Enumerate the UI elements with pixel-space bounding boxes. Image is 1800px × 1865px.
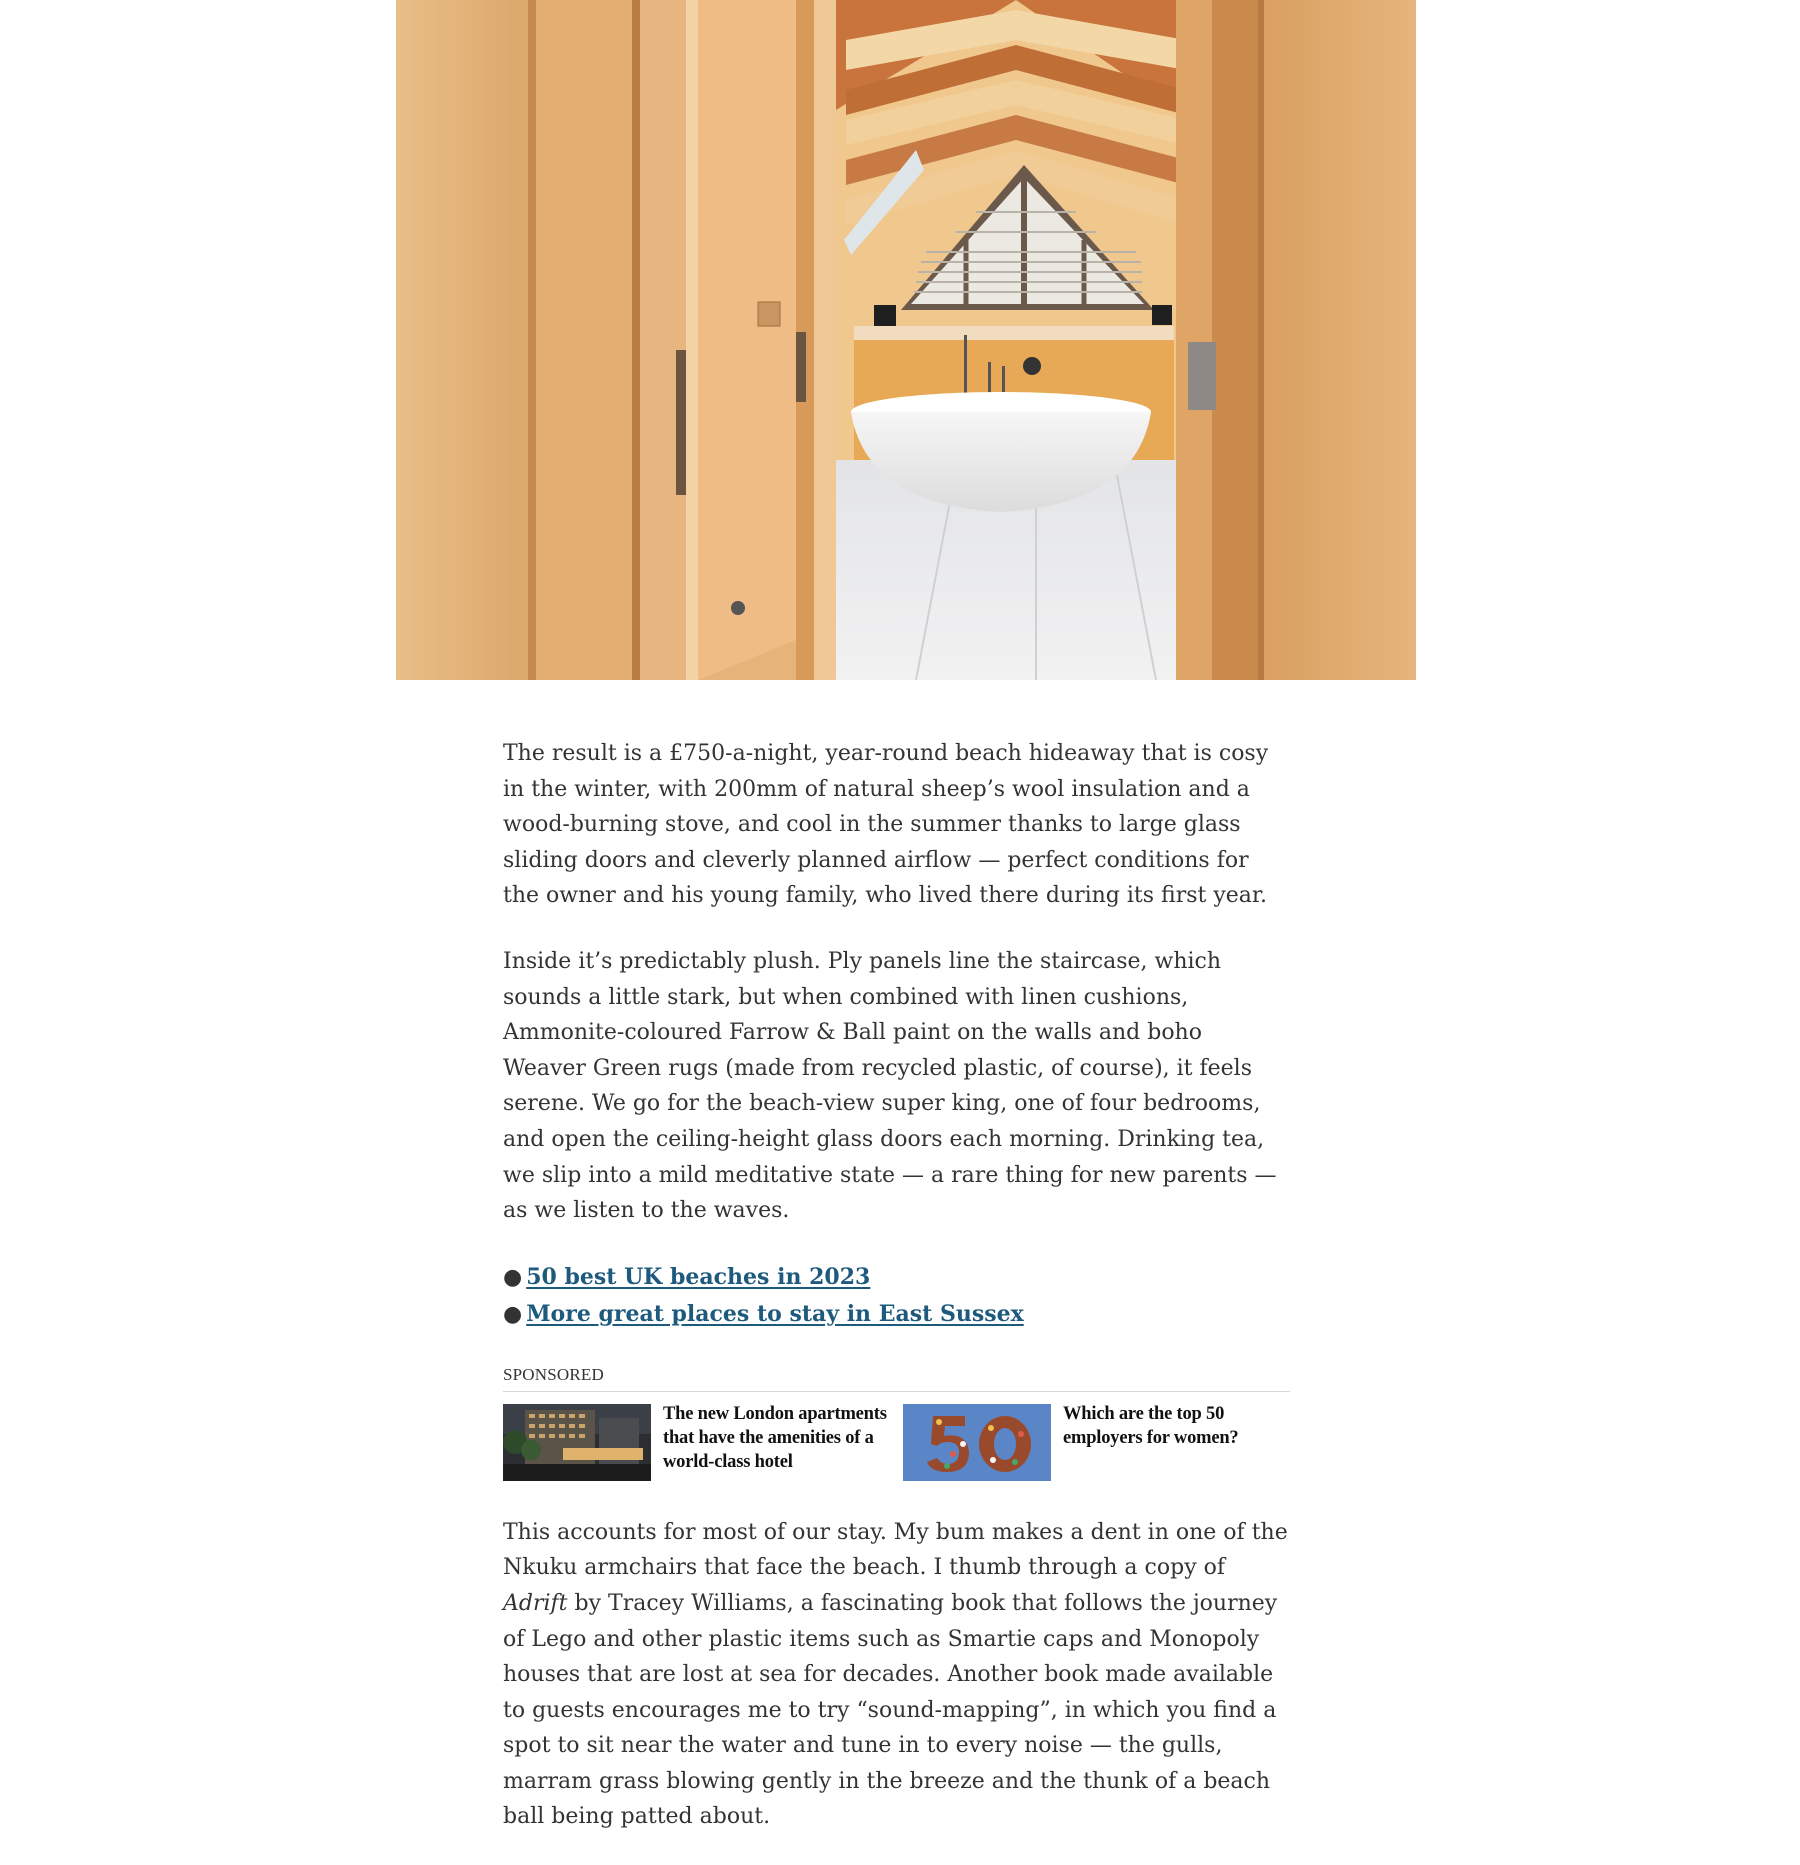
sponsored-section: [503, 1365, 1290, 1481]
closing-text-end: by Tracey Williams, a fascinating book that follows the journey of Lego and other plastic items such as Smartie caps and Monopoly houses that are lost at sea for decades. Another book made available to guests encourages me to try “sound-mapping”, in which you find a spot to sit near the water and tune in to every noise — the gulls, marram grass blowing gently in the breeze and the thunk of a beach ball being patted about.: [503, 1590, 1278, 1830]
sponsored-title[interactable]: The new London apartments that have the amenities of a world-class hotel: [663, 1403, 887, 1472]
article-body: [503, 736, 1290, 1865]
closing-text-start: This accounts for most of our stay. My bum makes a dent in one of the Nkuku armchairs that face the beach. I thumb through a copy of: [503, 1519, 1288, 1581]
sponsored-label: SPONSORED: [503, 1365, 1290, 1392]
building-photo-icon[interactable]: [503, 1404, 651, 1481]
link-east-sussex-stays[interactable]: More great places to stay in East Sussex: [526, 1300, 1024, 1327]
article-paragraph: Inside it’s predictably plush. Ply panels line the staircase, which sounds a little stark, but when combined with linen cushions, Ammonite-coloured Farrow & Ball paint on the walls and boho Weaver Green rugs (made from recycled plastic, of course), it feels serene. We go for the beach-view super king, one of four bedrooms, and open the ceiling-height glass doors each morning. Drinking tea, we slip into a mild meditative state — a rare thing for new parents — as we listen to the waves.: [503, 948, 1277, 1224]
related-link-item: [503, 1296, 1290, 1333]
sponsored-card-top-employers[interactable]: [903, 1404, 1289, 1481]
number-50-collage-icon[interactable]: [903, 1404, 1051, 1481]
sponsored-card-london-apartments[interactable]: [503, 1404, 889, 1481]
sponsored-title[interactable]: Which are the top 50 employers for women?: [1063, 1403, 1239, 1448]
bullet-icon: ●: [503, 1264, 523, 1290]
bullet-icon: ●: [503, 1301, 523, 1327]
article-paragraph: [503, 1515, 1290, 1835]
article-paragraph: The result is a £750-a-night, year-round beach hideaway that is cosy in the winter, with 200mm of natural sheep’s wool insulation and a wood-burning stove, and cool in the summer thanks to large glass sliding doors and cleverly planned airflow — perfect conditions for the owner and his young family, who lived there during its first year.: [503, 741, 1269, 909]
related-links: [503, 1259, 1290, 1333]
hero-image: [396, 0, 1416, 680]
book-title: Adrift: [503, 1590, 568, 1616]
related-link-item: [503, 1259, 1290, 1296]
link-best-uk-beaches[interactable]: 50 best UK beaches in 2023: [526, 1263, 871, 1290]
sponsored-grid: [503, 1404, 1290, 1481]
